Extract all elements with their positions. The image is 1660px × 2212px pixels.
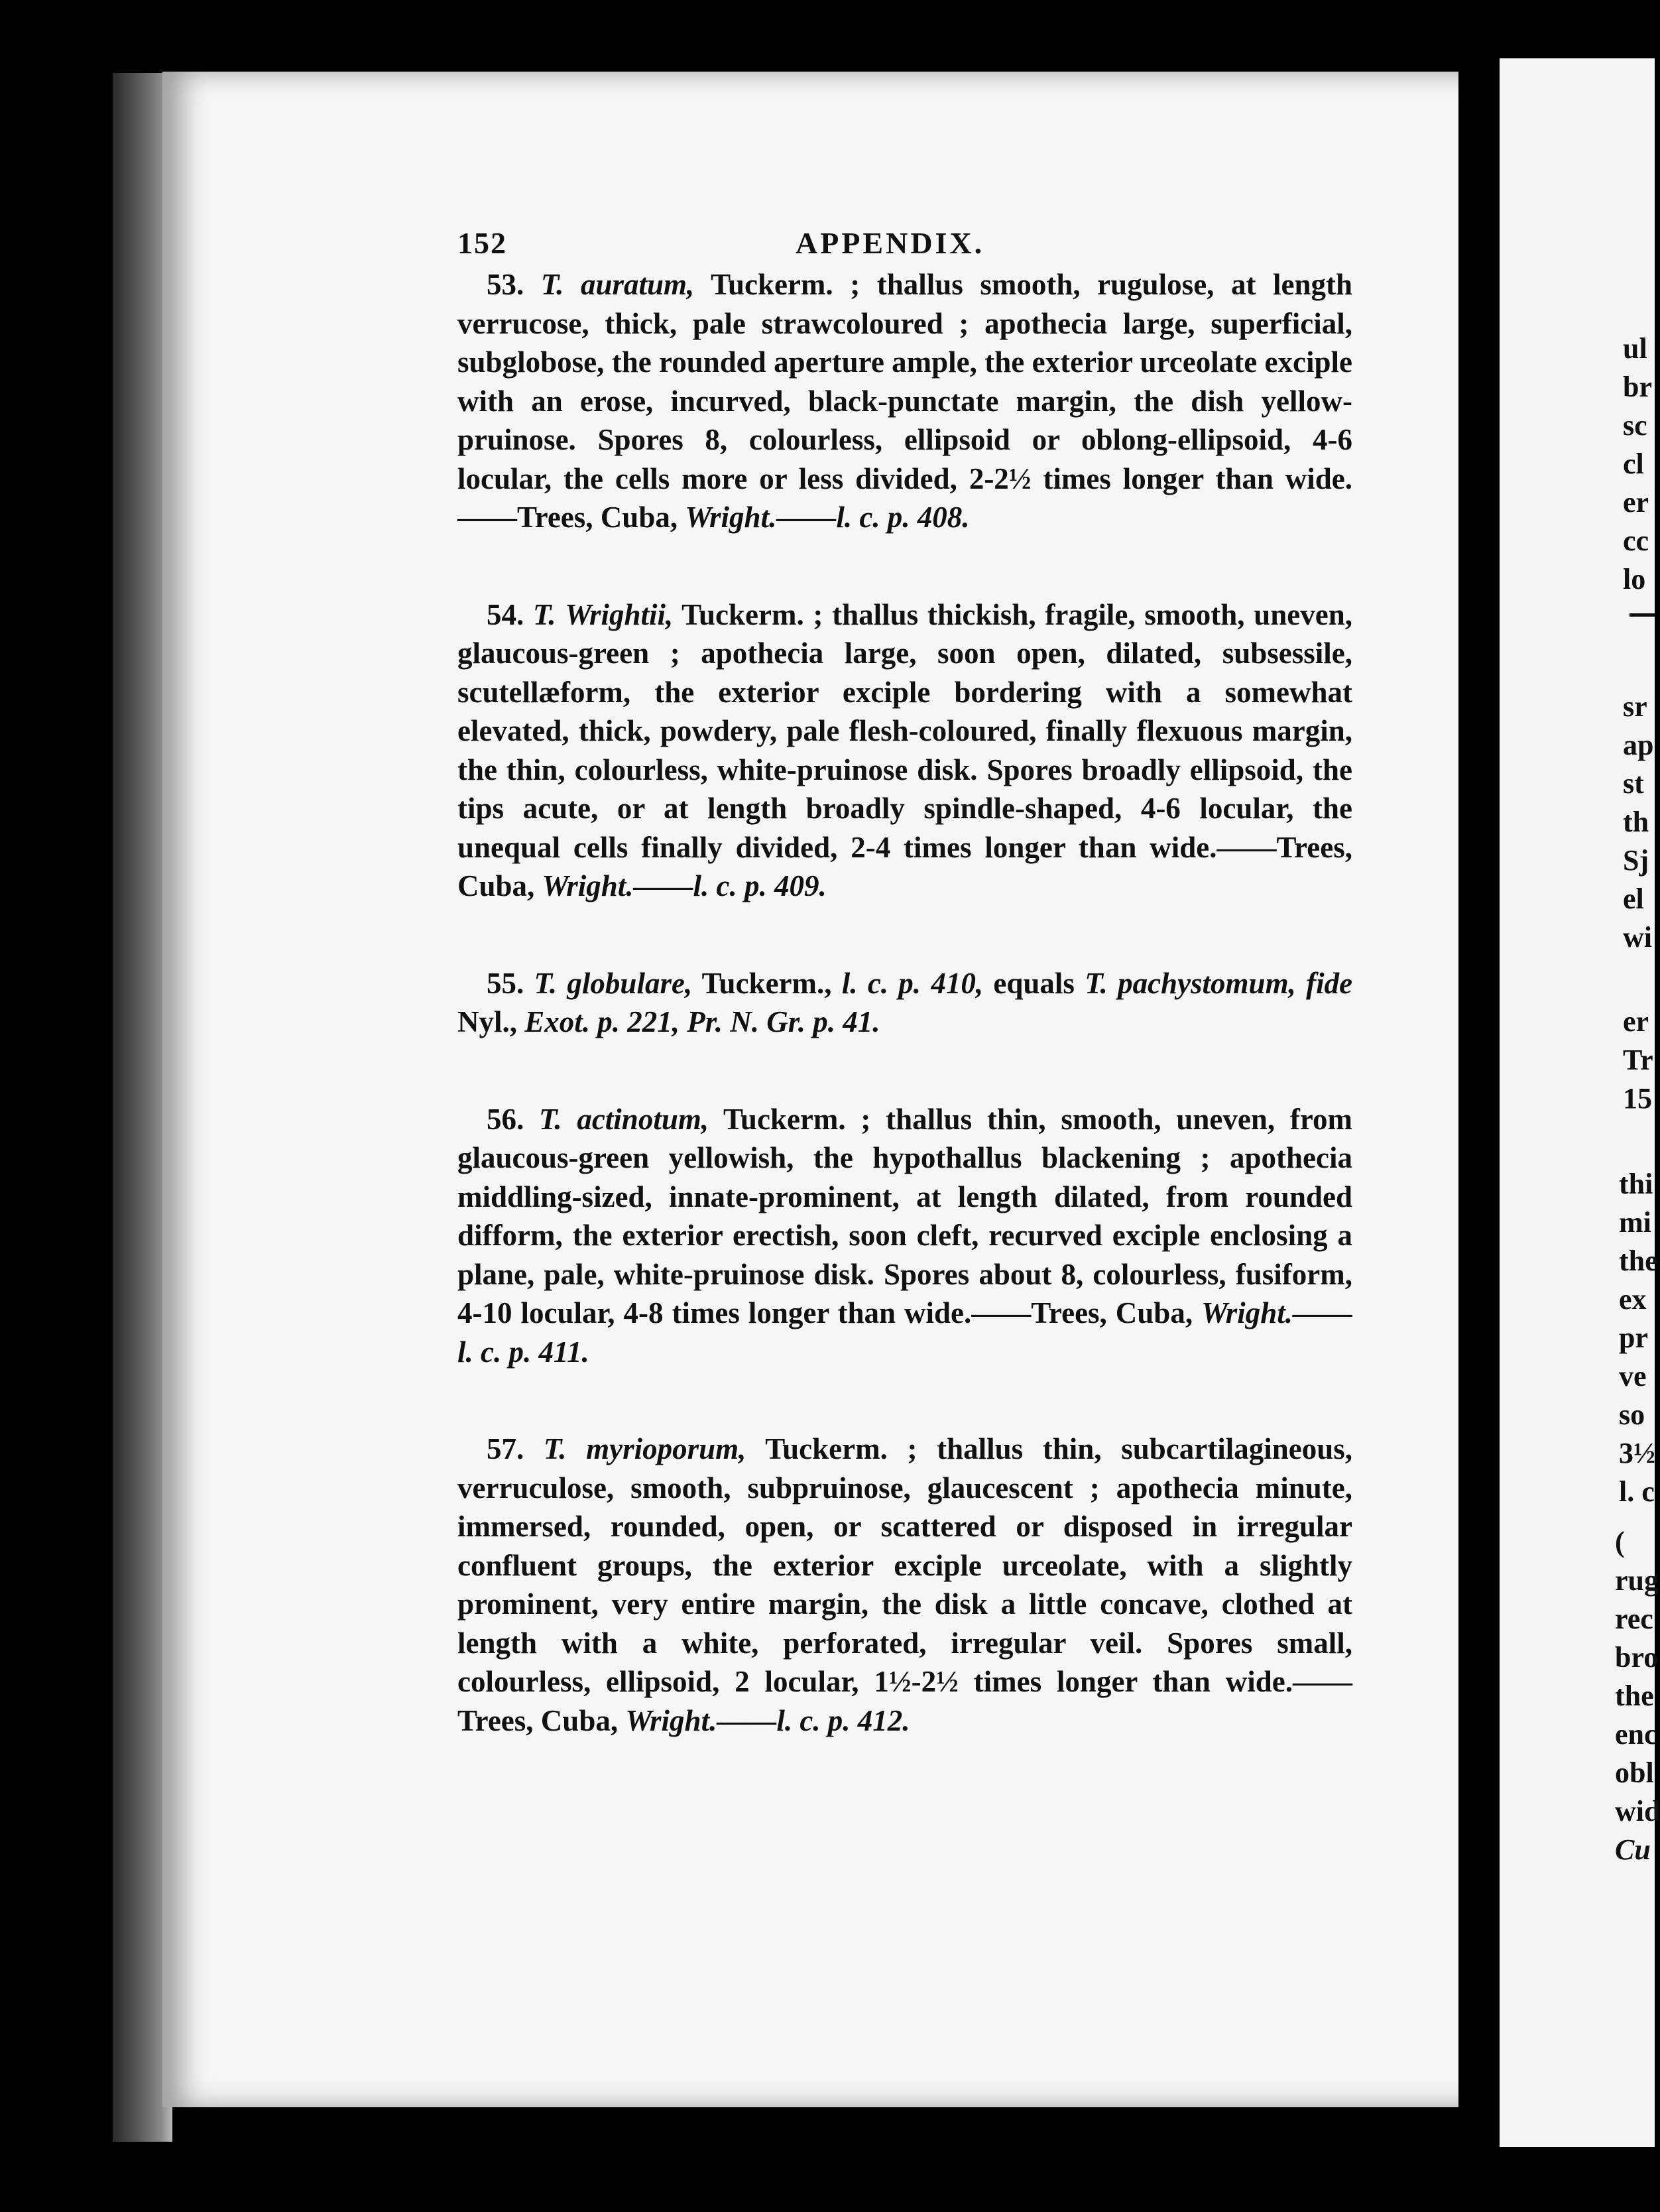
entry-description: Tuckerm. ; thallus thin, subcartilagineous, verruculose, smooth, subpruinose, glaucescent ; apothecia minute, immersed, rounded, open, or scattered or disposed in irregular confluent groups, the exterior exciple urceolate, with a slightly prominent, very entire margin, the disk a little concave, clothed at length with a white, perforated, irregular veil. Spores small, colourless, ellipsoid, 2 locular, 1½-2½ times longer than wide.——Trees, Cuba, <box>457 1432 1353 1737</box>
entry-genus: T. <box>543 1432 567 1465</box>
running-head-title: APPENDIX. <box>796 226 985 260</box>
entry-reference: ——l. c. p. 412. <box>717 1703 910 1737</box>
rule-fragment <box>1630 613 1655 617</box>
entry-description: Tuckerm. ; thallus smooth, rugulose, at length verrucose, thick, pale strawcoloured ; apothecia large, superficial, subglobose, the rounded aperture ample, the exterior urceolate exciple with an erose, incurved, black-punctate margin, the dish yellow-pruinose. Spores 8, colourless, ellipsoid or oblong-ellipsoid, 4-6 locular, the cells more or less divided, 2-2½ times longer than wide.——Trees, Cuba, <box>457 268 1353 534</box>
spacer <box>457 906 1352 964</box>
entry-genus: T. <box>540 268 564 301</box>
entry-56 <box>457 1100 1352 1372</box>
book-spine-shadow <box>1458 53 1492 2162</box>
entry-genus: T. <box>532 597 556 631</box>
spacer <box>457 1371 1352 1430</box>
fragment: ul <box>1623 332 1647 365</box>
entry-description: Tuckerm. ; thallus thickish, fragile, smooth, uneven, glaucous-green ; apothecia large, soon open, dilated, subsessile, scutellæform, the exterior exciple bordering with a somewhat elevated, thick, powdery, pale flesh-coloured, finally flexuous margin, the thin, colourless, white-pruinose disk. Spores broadly ellipsoid, the tips acute, or at length broadly spindle-shaped, 4-6 locular, the unequal cells finally divided, 2-4 times longer than wide.——Trees, Cuba, <box>457 597 1353 902</box>
fragment: cc <box>1623 524 1649 557</box>
entry-number: 57. <box>487 1432 524 1465</box>
entry-55 <box>457 964 1352 1042</box>
entry-equals: equals <box>993 966 1075 1000</box>
entry-species: actinotum, <box>577 1102 709 1136</box>
fragment: thi <box>1619 1168 1653 1200</box>
entry-collector: Wright. <box>1201 1296 1293 1329</box>
entry-synonym: T. pachystomum, fide <box>1085 966 1353 1000</box>
entry-reference: ——l. c. p. 409. <box>633 869 827 902</box>
entry-reference: l. c. p. 410, <box>841 966 984 1000</box>
entry-57 <box>457 1430 1352 1740</box>
fragment: the <box>1615 1680 1654 1712</box>
fragment: sc <box>1623 409 1647 442</box>
fragment: 3½ <box>1619 1437 1655 1469</box>
fragment: Sj <box>1623 844 1649 877</box>
fragment: ex <box>1619 1283 1647 1316</box>
entry-reference: ——l. c. p. 411. <box>457 1296 1353 1369</box>
fragment: pr <box>1619 1321 1648 1354</box>
fragment: er <box>1623 1005 1649 1038</box>
fragment: ap <box>1623 729 1654 761</box>
entry-reference-2: Exot. p. 221, Pr. N. Gr. p. 41. <box>524 1005 880 1038</box>
entry-collector: Wright. <box>625 1703 717 1737</box>
fragment: Cu <box>1615 1833 1651 1866</box>
fragment: 15 <box>1623 1082 1652 1115</box>
entry-author: Tuckerm., <box>701 966 832 1000</box>
entry-number: 53. <box>487 268 524 301</box>
entry-genus: T. <box>534 966 558 1000</box>
entry-synonym-author: Nyl., <box>457 1005 517 1038</box>
entry-collector: Wright. <box>542 869 634 902</box>
fragment: wid <box>1615 1795 1660 1827</box>
fragment: ve <box>1619 1360 1647 1392</box>
fragment: enc <box>1615 1718 1657 1751</box>
spacer <box>457 537 1352 595</box>
entry-genus: T. <box>538 1102 562 1136</box>
spacer <box>457 1042 1352 1100</box>
entry-number: 54. <box>487 597 524 631</box>
fragment: Tr <box>1623 1044 1653 1076</box>
fragment: bro <box>1615 1641 1659 1674</box>
entry-species: globulare, <box>567 966 693 1000</box>
fragment: the <box>1619 1245 1658 1277</box>
page-text-block <box>457 225 1352 1740</box>
running-head <box>457 225 1352 265</box>
fragment: wi <box>1623 921 1652 953</box>
fragment: so <box>1619 1398 1645 1431</box>
entry-number: 55. <box>487 966 524 1000</box>
entry-species: myrioporum, <box>586 1432 746 1465</box>
fragment: er <box>1623 486 1649 519</box>
fragment: th <box>1623 806 1649 838</box>
fragment: obl <box>1615 1756 1654 1789</box>
fragment: rec <box>1615 1603 1653 1635</box>
fragment: mi <box>1619 1206 1651 1239</box>
fragment: rug <box>1615 1564 1659 1597</box>
fragment: lo <box>1623 563 1646 595</box>
entry-54 <box>457 595 1352 906</box>
fragment: el <box>1623 883 1644 915</box>
entry-reference: ——l. c. p. 408. <box>776 501 970 534</box>
entry-number: 56. <box>487 1102 524 1136</box>
entry-description: Tuckerm. ; thallus thin, smooth, uneven, from glaucous-green yellowish, the hypothallus blackening ; apothecia middling-sized, innate-prominent, at length dilated, from rounded difform, the exterior erectish, soon cleft, recurved exciple enclosing a plane, pale, white-pruinose disk. Spores about 8, colourless, fusiform, 4-10 locular, 4-8 times longer than wide.——Trees, Cuba, <box>457 1102 1353 1329</box>
fragment: sr <box>1623 690 1647 723</box>
fragment: cl <box>1623 448 1644 480</box>
fragment: br <box>1623 371 1652 403</box>
entry-species: auratum, <box>580 268 695 301</box>
page-number: 152 <box>457 226 507 260</box>
entry-collector: Wright. <box>685 501 777 534</box>
fragment: st <box>1623 767 1644 800</box>
entry-53 <box>457 265 1352 537</box>
fragment: l. c <box>1619 1475 1655 1508</box>
fragment: ( <box>1615 1526 1625 1558</box>
entry-species: Wrightii, <box>565 597 674 631</box>
